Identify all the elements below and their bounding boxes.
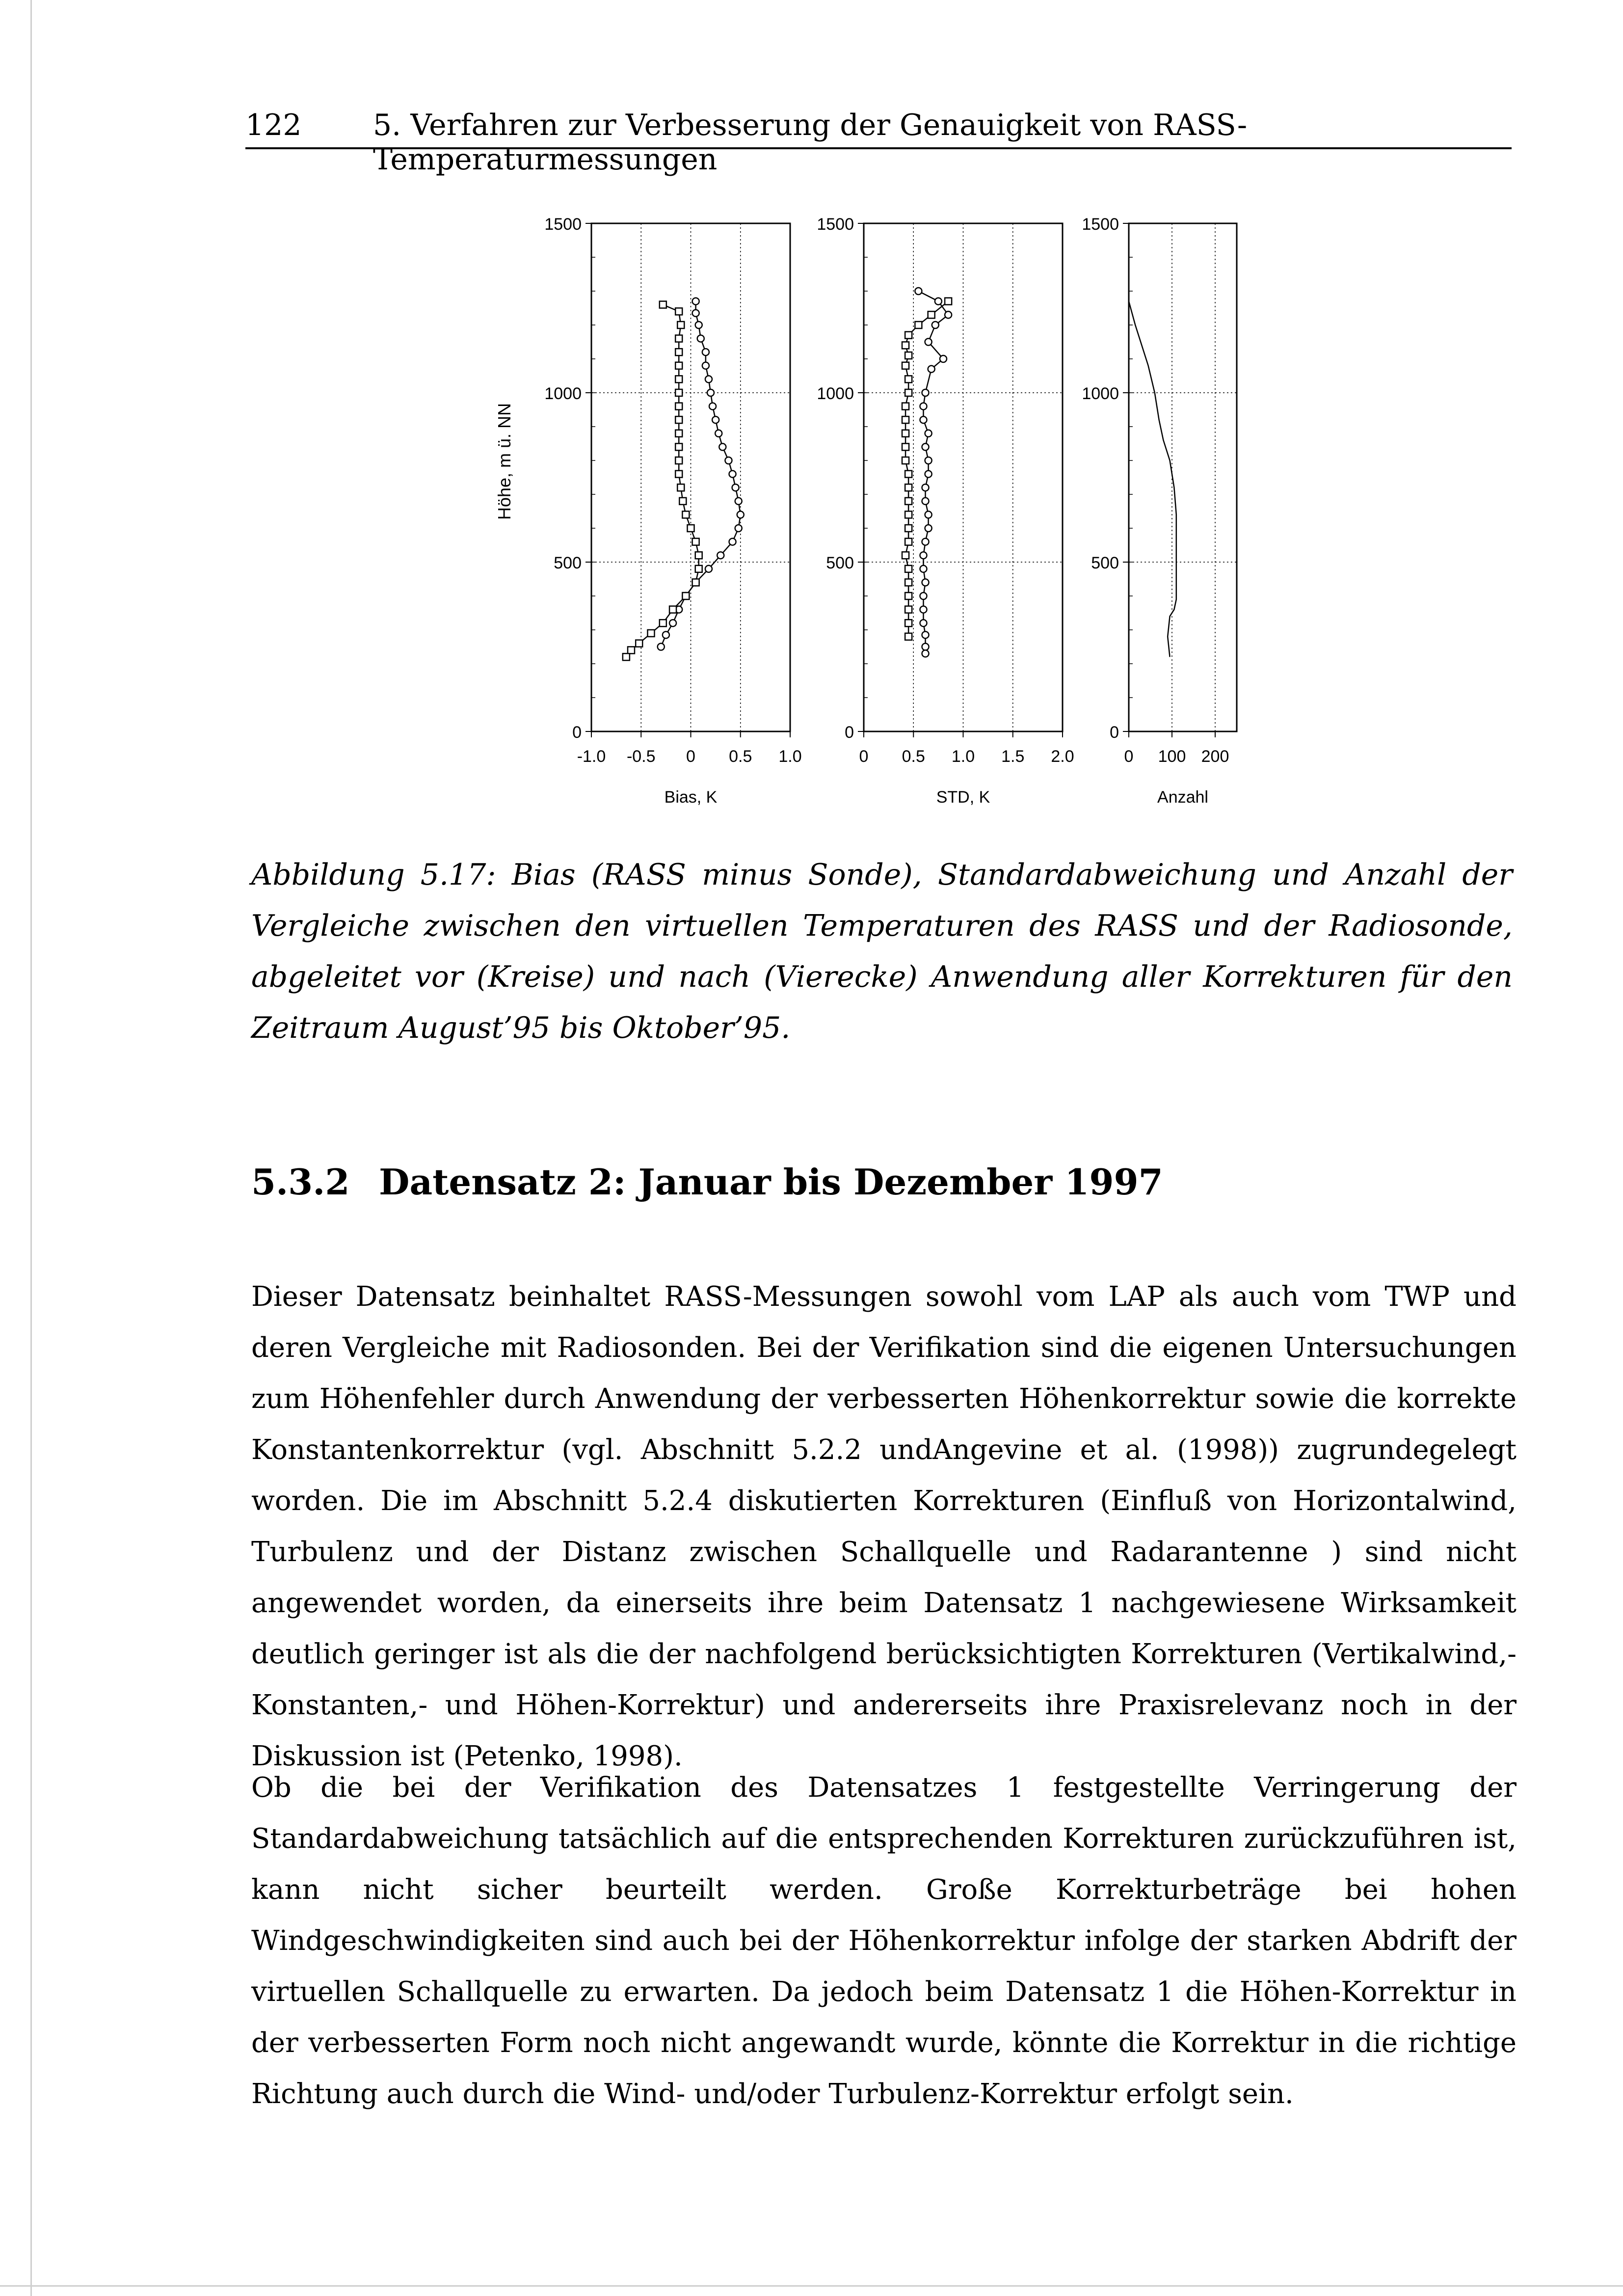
data-point-square bbox=[628, 647, 635, 653]
x-tick-label: 1.0 bbox=[951, 747, 975, 766]
data-point-square bbox=[682, 593, 689, 599]
data-point-circle bbox=[702, 362, 709, 369]
data-point-circle bbox=[925, 430, 932, 437]
data-point-circle bbox=[922, 644, 929, 650]
data-point-square bbox=[636, 640, 642, 647]
data-point-square bbox=[623, 653, 630, 660]
data-point-square bbox=[905, 566, 912, 572]
data-point-circle bbox=[719, 443, 726, 450]
data-point-square bbox=[905, 633, 912, 640]
section-heading bbox=[251, 1161, 1163, 1203]
plot-frame bbox=[864, 223, 1063, 731]
y-axis-label: Höhe, m ü. NN bbox=[494, 403, 514, 520]
y-tick-label: 0 bbox=[572, 723, 582, 742]
x-tick-label: 1.5 bbox=[1001, 747, 1025, 766]
data-point-square bbox=[902, 342, 909, 349]
data-point-square bbox=[905, 332, 912, 339]
data-point-square bbox=[902, 552, 909, 559]
x-axis-label: Bias, K bbox=[664, 788, 718, 807]
data-point-circle bbox=[922, 484, 929, 491]
scan-edge-bottom bbox=[0, 2285, 1623, 2287]
data-point-square bbox=[905, 511, 912, 518]
data-point-circle bbox=[932, 322, 939, 328]
data-point-square bbox=[905, 579, 912, 586]
data-point-circle bbox=[692, 310, 699, 317]
x-tick-label: 0.5 bbox=[729, 747, 752, 766]
data-point-square bbox=[902, 362, 909, 369]
series-line-none bbox=[1129, 301, 1176, 657]
data-point-square bbox=[902, 403, 909, 410]
data-point-square bbox=[675, 389, 682, 396]
y-tick-label: 1000 bbox=[1082, 384, 1119, 403]
x-tick-label: 100 bbox=[1158, 747, 1186, 766]
x-tick-label: -1.0 bbox=[577, 747, 606, 766]
data-point-circle bbox=[922, 443, 929, 450]
data-point-circle bbox=[915, 288, 922, 295]
data-point-circle bbox=[922, 498, 929, 505]
data-point-square bbox=[675, 376, 682, 382]
data-point-circle bbox=[725, 457, 732, 464]
chart-panel-3 bbox=[1082, 215, 1237, 807]
x-tick-label: 2.0 bbox=[1051, 747, 1074, 766]
data-point-square bbox=[905, 593, 912, 599]
figure-panels bbox=[544, 215, 1237, 807]
data-point-circle bbox=[922, 389, 929, 396]
chart-panel-1 bbox=[544, 215, 801, 807]
data-point-circle bbox=[709, 403, 716, 410]
data-point-square bbox=[675, 362, 682, 369]
data-point-square bbox=[669, 606, 676, 613]
data-point-circle bbox=[692, 298, 699, 305]
data-point-circle bbox=[717, 552, 724, 559]
y-tick-label: 1000 bbox=[817, 384, 854, 403]
data-point-circle bbox=[697, 335, 704, 342]
data-point-square bbox=[648, 630, 655, 637]
data-point-square bbox=[905, 539, 912, 545]
data-point-circle bbox=[712, 416, 719, 423]
data-point-circle bbox=[922, 650, 929, 657]
data-point-circle bbox=[925, 339, 932, 346]
data-point-circle bbox=[920, 606, 927, 613]
data-point-square bbox=[675, 403, 682, 410]
data-point-circle bbox=[695, 322, 702, 328]
x-tick-label: 1.0 bbox=[778, 747, 802, 766]
y-tick-label: 1500 bbox=[544, 215, 582, 234]
data-point-square bbox=[905, 471, 912, 478]
data-point-circle bbox=[737, 511, 744, 518]
data-point-square bbox=[692, 539, 699, 545]
data-point-circle bbox=[920, 620, 927, 626]
data-point-circle bbox=[922, 539, 929, 545]
data-point-circle bbox=[925, 471, 932, 478]
paragraph-1: Dieser Datensatz beinhaltet RASS-Messungen sowohl vom LAP als auch vom TWP und deren Vergleiche mit Radiosonden. Bei der Verifikation sind die eigenen Untersuchungen zum Höhenfehler durch Anwendung der verbesserten Höhenkorrektur sowie die korrekte Konstantenkorrektur (vgl. Abschnitt 5.2.2 undAngevine et al. (1998)) zugrundegelegt worden. Die im Abschnitt 5.2.4 diskutierten Korrekturen (Einfluß von Horizontalwind, Turbulenz und der Distanz zwischen Schallquelle und Radarantenne ) sind nicht angewendet worden, da einerseits ihre beim Datensatz 1 nachgewiesene Wirksamkeit deutlich geringer ist als die der nachfolgend berücksichtigten Korrekturen (Vertikalwind,- Konstanten,- und Höhen-Korrektur) und andererseits ihre Praxisrelevanz noch in der Diskussion ist (Petenko, 1998). bbox=[251, 1281, 1517, 1772]
data-point-circle bbox=[735, 525, 742, 532]
data-point-square bbox=[902, 416, 909, 423]
data-point-square bbox=[905, 389, 912, 396]
data-point-circle bbox=[928, 366, 935, 373]
data-point-square bbox=[902, 457, 909, 464]
data-point-square bbox=[688, 525, 694, 532]
y-tick-label: 0 bbox=[1110, 723, 1119, 742]
section-number: 5.3.2 bbox=[251, 1161, 350, 1203]
data-point-square bbox=[695, 566, 702, 572]
data-point-square bbox=[905, 376, 912, 382]
data-point-square bbox=[905, 484, 912, 491]
y-tick-label: 1500 bbox=[817, 215, 854, 234]
data-point-circle bbox=[920, 403, 927, 410]
x-tick-label: 0 bbox=[686, 747, 695, 766]
series-line-square bbox=[626, 305, 699, 657]
data-point-circle bbox=[702, 349, 709, 355]
y-tick-label: 500 bbox=[554, 554, 582, 572]
data-point-circle bbox=[707, 389, 714, 396]
data-point-circle bbox=[920, 552, 927, 559]
data-point-circle bbox=[920, 566, 927, 572]
x-tick-label: 0.5 bbox=[902, 747, 925, 766]
page-number: 122 bbox=[245, 108, 302, 142]
y-tick-label: 1500 bbox=[1082, 215, 1119, 234]
data-point-square bbox=[902, 430, 909, 437]
x-tick-label: 0 bbox=[1124, 747, 1134, 766]
data-point-square bbox=[675, 471, 682, 478]
data-point-square bbox=[905, 498, 912, 505]
data-point-circle bbox=[925, 457, 932, 464]
data-point-circle bbox=[705, 566, 712, 572]
x-tick-label: 0 bbox=[859, 747, 869, 766]
data-point-circle bbox=[735, 498, 742, 505]
x-tick-label: 200 bbox=[1201, 747, 1229, 766]
data-point-circle bbox=[925, 511, 932, 518]
data-point-square bbox=[675, 443, 682, 450]
data-point-circle bbox=[729, 539, 736, 545]
data-point-circle bbox=[922, 631, 929, 638]
data-point-square bbox=[905, 525, 912, 532]
plot-frame bbox=[591, 223, 790, 731]
data-point-circle bbox=[732, 484, 739, 491]
x-axis-label: STD, K bbox=[936, 788, 990, 807]
y-tick-label: 500 bbox=[826, 554, 854, 572]
data-point-circle bbox=[935, 298, 942, 305]
data-point-circle bbox=[922, 579, 929, 586]
data-point-circle bbox=[715, 430, 722, 437]
chart-panel-2 bbox=[817, 215, 1074, 807]
y-tick-label: 1000 bbox=[544, 384, 582, 403]
data-point-square bbox=[660, 620, 666, 626]
data-point-circle bbox=[945, 311, 952, 318]
data-point-circle bbox=[729, 471, 736, 478]
data-point-square bbox=[905, 620, 912, 626]
data-point-circle bbox=[940, 355, 947, 362]
data-point-square bbox=[945, 298, 952, 305]
data-point-square bbox=[682, 511, 689, 518]
data-point-square bbox=[675, 416, 682, 423]
plot-frame bbox=[1129, 223, 1237, 731]
data-point-circle bbox=[669, 620, 676, 626]
data-point-square bbox=[928, 311, 935, 318]
data-point-circle bbox=[658, 644, 665, 650]
data-point-square bbox=[902, 443, 909, 450]
data-point-circle bbox=[663, 631, 669, 638]
data-point-square bbox=[675, 430, 682, 437]
section-title: Datensatz 2: Januar bis Dezember 1997 bbox=[379, 1161, 1163, 1203]
data-point-square bbox=[660, 301, 666, 308]
data-point-square bbox=[677, 484, 684, 491]
data-point-circle bbox=[920, 416, 927, 423]
data-point-circle bbox=[925, 525, 932, 532]
data-point-square bbox=[675, 349, 682, 355]
data-point-circle bbox=[705, 376, 712, 382]
data-point-square bbox=[915, 322, 922, 328]
data-point-square bbox=[679, 498, 686, 505]
data-point-square bbox=[695, 552, 702, 559]
x-tick-label: -0.5 bbox=[626, 747, 656, 766]
data-point-square bbox=[905, 352, 912, 359]
y-tick-label: 0 bbox=[845, 723, 854, 742]
x-axis-label: Anzahl bbox=[1157, 788, 1208, 807]
data-point-square bbox=[692, 579, 699, 586]
data-point-square bbox=[675, 308, 682, 315]
data-point-square bbox=[675, 335, 682, 342]
figure-caption: Abbildung 5.17: Bias (RASS minus Sonde), Standardabweichung und Anzahl der Vergleiche zwischen den virtuellen Temperaturen des RASS und der Radiosonde, abgeleitet vor (Kreise) und nach (Vierecke) Anwendung aller Korrekturen für den Zeitraum August’95 bis Oktober’95. bbox=[251, 858, 1513, 1045]
data-point-square bbox=[675, 457, 682, 464]
running-header-title: 5. Verfahren zur Verbesserung der Genauigkeit von RASS-Temperaturmessungen bbox=[373, 108, 1248, 177]
figure-5-17 bbox=[0, 0, 1623, 835]
paragraph-2: Ob die bei der Verifikation des Datensatzes 1 festgestellte Verringerung der Standardabweichung tatsächlich auf die entsprechenden Korrekturen zurückzuführen ist, kann nicht sicher beurteilt werden. Große Korrekturbeträge bei hohen Windgeschwindigkeiten sind auch bei der Höhenkorrektur infolge der starken Abdrift der virtuellen Schallquelle zu erwarten. Da jedoch beim Datensatz 1 die Höhen-Korrektur in der verbesserten Form noch nicht angewandt wurde, könnte die Korrektur in die richtige Richtung auch durch die Wind- und/oder Turbulenz-Korrektur erfolgt sein. bbox=[251, 1772, 1517, 2110]
data-point-square bbox=[905, 606, 912, 613]
y-tick-label: 500 bbox=[1091, 554, 1119, 572]
data-point-square bbox=[677, 322, 684, 328]
data-point-circle bbox=[920, 593, 927, 599]
